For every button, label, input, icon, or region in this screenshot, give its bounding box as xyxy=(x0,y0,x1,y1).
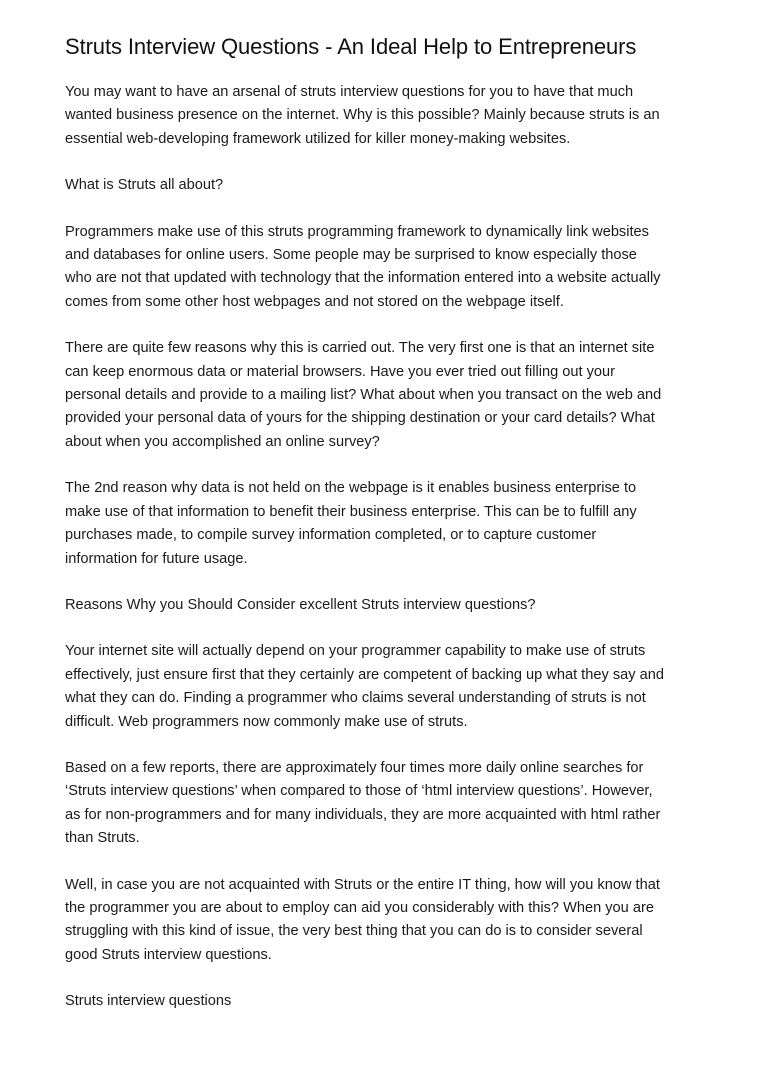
text-line: comes from some other host webpages and not stored on the webpage itself. xyxy=(65,293,564,310)
text-line: who are not that updated with technology that the information entered into a website actually xyxy=(65,270,661,287)
text-line: provided your personal data of yours for the shipping destination or your card details? What xyxy=(65,410,655,427)
text-line: Programmers make use of this struts programming framework to dynamically link websites xyxy=(65,223,649,240)
paragraph xyxy=(65,81,715,151)
text-line: about when you accomplished an online survey? xyxy=(65,433,380,450)
text-line: as for non-programmers and for many individuals, they are more acquainted with html rather xyxy=(65,806,661,823)
text-line: There are quite few reasons why this is carried out. The very first one is that an internet site xyxy=(65,340,655,357)
text-line: struggling with this kind of issue, the very best thing that you can do is to consider several xyxy=(65,923,643,940)
text-line: Well, in case you are not acquainted with Struts or the entire IT thing, how will you know that xyxy=(65,876,660,893)
text-line: purchases made, to compile survey information completed, or to capture customer xyxy=(65,527,597,544)
text-line: make use of that information to benefit their business enterprise. This can be to fulfill any xyxy=(65,503,637,520)
text-line: information for future usage. xyxy=(65,550,248,567)
text-line: and databases for online users. Some people may be surprised to know especially those xyxy=(65,247,637,264)
text-line: what they can do. Finding a programmer who claims several understanding of struts is not xyxy=(65,690,646,707)
text-line: wanted business presence on the internet. Why is this possible? Mainly because struts is an xyxy=(65,107,660,124)
text-line: personal details and provide to a mailing list? What about when you transact on the web and xyxy=(65,387,662,404)
paragraph xyxy=(65,221,715,315)
text-line: ‘Struts interview questions’ when compared to those of ‘html interview questions’. However, xyxy=(65,783,653,800)
text-line: good Struts interview questions. xyxy=(65,946,272,963)
text-line: What is Struts all about? xyxy=(65,177,224,194)
text-line: than Struts. xyxy=(65,830,140,847)
text-line: difficult. Web programmers now commonly make use of struts. xyxy=(65,713,468,730)
paragraph xyxy=(65,990,715,1013)
document-body xyxy=(65,81,715,1014)
text-line: Struts interview questions xyxy=(65,993,232,1010)
paragraph xyxy=(65,594,715,617)
text-line: The 2nd reason why data is not held on the webpage is it enables business enterprise to xyxy=(65,480,637,497)
paragraph xyxy=(65,174,715,197)
text-line: You may want to have an arsenal of struts interview questions for you to have that much xyxy=(65,84,634,100)
paragraph xyxy=(65,757,715,851)
document-title: Struts Interview Questions - An Ideal Help to Entrepreneurs xyxy=(65,34,637,59)
paragraph xyxy=(65,640,715,734)
text-line: the programmer you are about to employ can aid you considerably with this? When you are xyxy=(65,899,654,916)
text-line: effectively, just ensure first that they certainly are competent of backing up what they say and xyxy=(65,666,664,683)
text-line: Reasons Why you Should Consider excellent Struts interview questions? xyxy=(65,596,536,613)
paragraph xyxy=(65,477,715,571)
paragraph xyxy=(65,337,715,454)
text-line: Based on a few reports, there are approximately four times more daily online searches for xyxy=(65,759,644,776)
document-page xyxy=(65,30,715,1037)
text-line: essential web-developing framework utilized for killer money-making websites. xyxy=(65,130,571,147)
paragraph xyxy=(65,874,715,968)
text-line: Your internet site will actually depend on your programmer capability to make use of struts xyxy=(65,643,646,660)
text-line: can keep enormous data or material browsers. Have you ever tried out filling out your xyxy=(65,363,615,380)
